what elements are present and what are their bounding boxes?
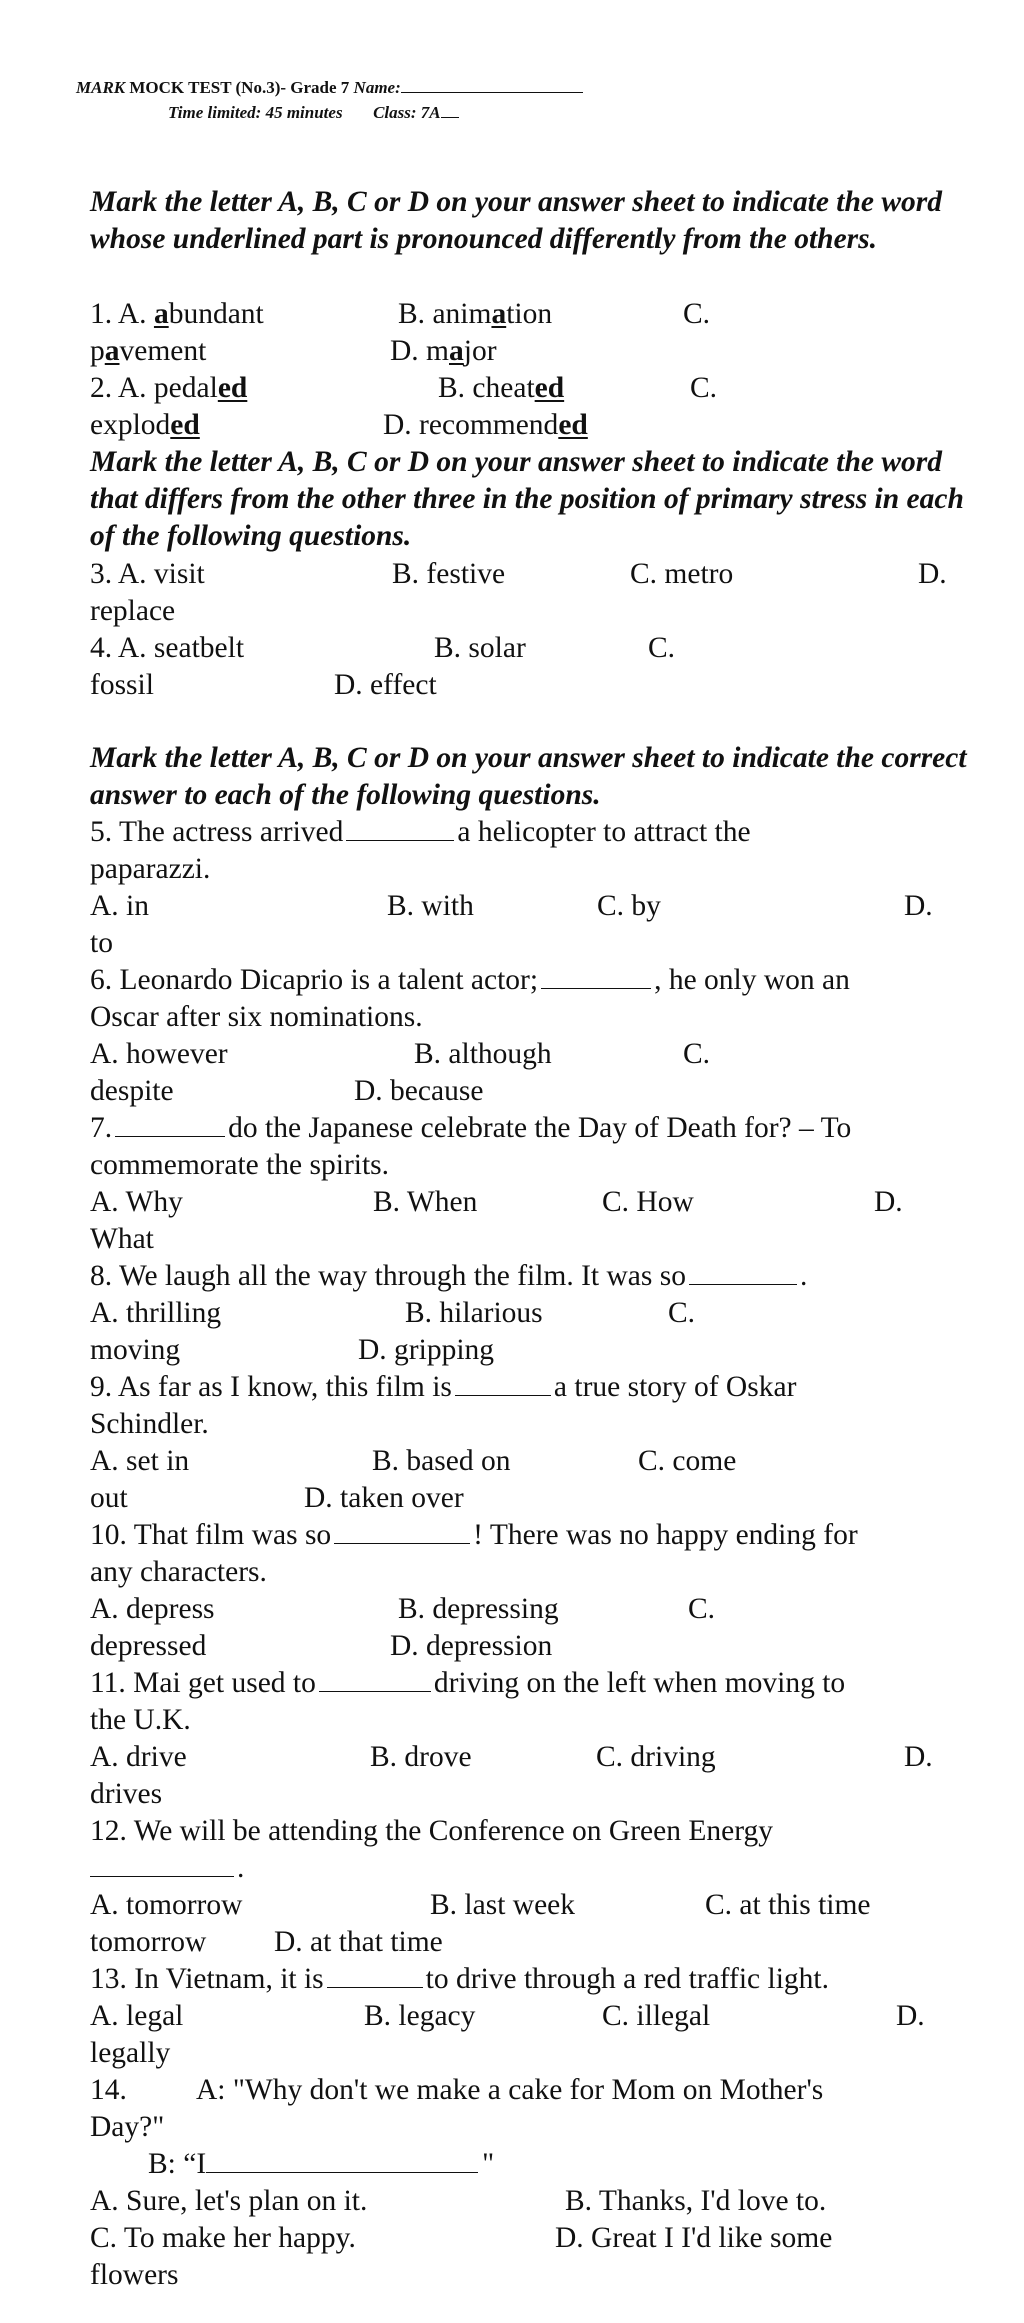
q11-stem-line-2: the U.K. — [90, 1704, 191, 1736]
q4-stem: 4. A. seatbelt — [90, 632, 245, 664]
q6-option-c: C. — [683, 1038, 711, 1070]
q10-stem: 10. That film was so ! There was no happy ending for — [90, 1519, 858, 1551]
q9-stem: 9. As far as I know, this film is a true story of Oskar — [90, 1371, 797, 1403]
q1-option-d: D. major — [390, 335, 497, 367]
q14-number: 14. — [90, 2074, 127, 2106]
header-line-1 — [76, 78, 583, 98]
q5-option-a: A. in — [90, 890, 149, 922]
q7-option-c: C. How — [602, 1186, 694, 1218]
q9-option-b: B. based on — [372, 1445, 511, 1477]
q6-option-d: D. because — [354, 1075, 484, 1107]
q8-option-b: B. hilarious — [405, 1297, 543, 1329]
q6-stem: 6. Leonardo Dicaprio is a talent actor; , he only won an — [90, 964, 850, 996]
q6-stem-line-2: Oscar after six nominations. — [90, 1001, 423, 1033]
section-2-instruction: Mark the letter A, B, C or D on your answer sheet to indicate the word that differs from the other three in the position of primary stress in each of the following questions. — [90, 446, 964, 552]
q10-option-a: A. depress — [90, 1593, 215, 1625]
q9-option-a: A. set in — [90, 1445, 190, 1477]
q3-option-d-text: replace — [90, 595, 176, 627]
q10-stem-line-2: any characters. — [90, 1556, 267, 1588]
q5-option-c: C. by — [597, 890, 661, 922]
q4-option-c-text: fossil — [90, 669, 154, 701]
q1-option-b: B. animation — [398, 298, 553, 330]
q13-option-d: D. — [896, 2000, 925, 2032]
q14-speaker-a-line-2: Day?" — [90, 2111, 165, 2143]
test-title: MOCK TEST (No.3)- Grade 7 — [129, 78, 350, 97]
q7-option-d-text: What — [90, 1223, 154, 1255]
q14-speaker-a: A: "Why don't we make a cake for Mom on Mother's — [196, 2074, 824, 2106]
name-field-line — [401, 92, 583, 93]
class-field-line — [441, 117, 459, 118]
q9-option-c: C. come — [638, 1445, 737, 1477]
q12-blank-line: . — [90, 1850, 244, 1887]
q14-option-a: A. Sure, let's plan on it. — [90, 2185, 368, 2217]
name-label: Name: — [353, 78, 401, 97]
q14-option-b: B. Thanks, I'd love to. — [565, 2185, 827, 2217]
q8-option-d: D. gripping — [358, 1334, 495, 1366]
q14-option-c: C. To make her happy. — [90, 2222, 356, 2254]
q8-option-c-text: moving — [90, 1334, 181, 1366]
q12-option-a: A. tomorrow — [90, 1889, 243, 1921]
q5-option-b: B. with — [387, 890, 474, 922]
q11-option-c: C. driving — [596, 1741, 716, 1773]
q14-option-d: D. Great I I'd like some — [555, 2222, 833, 2254]
q1-option-c: C. — [683, 298, 711, 330]
q10-option-d: D. depression — [390, 1630, 553, 1662]
q8-option-c: C. — [668, 1297, 696, 1329]
q9-stem-line-2: Schindler. — [90, 1408, 209, 1440]
q5-option-d: D. — [904, 890, 933, 922]
q12-option-d: D. at that time — [274, 1926, 443, 1958]
q14-speaker-b: B: “I " — [148, 2148, 495, 2180]
q9-option-c-text: out — [90, 1482, 128, 1514]
q5-option-d-text: to — [90, 927, 113, 959]
q11-option-b: B. drove — [370, 1741, 472, 1773]
q9-option-d: D. taken over — [304, 1482, 464, 1514]
q2-option-c: C. — [690, 372, 718, 404]
q7-option-b: B. When — [373, 1186, 478, 1218]
q6-option-a: A. however — [90, 1038, 228, 1070]
q7-option-a: A. Why — [90, 1186, 183, 1218]
header-line-2 — [168, 103, 459, 123]
q7-option-d: D. — [874, 1186, 903, 1218]
q3-option-c: C. metro — [630, 558, 734, 590]
class-label: Class: 7A — [373, 103, 441, 122]
q4-option-d: D. effect — [334, 669, 437, 701]
q1-line-2: pavement — [90, 335, 207, 367]
q2-option-d: D. recommended — [383, 409, 588, 441]
q8-option-a: A. thrilling — [90, 1297, 222, 1329]
q10-option-b: B. depressing — [398, 1593, 559, 1625]
q12-option-c: C. at this time — [705, 1889, 871, 1921]
q3-stem: 3. A. visit — [90, 558, 205, 590]
q1-line-1: 1. A. abundant — [90, 298, 264, 330]
q11-option-d-text: drives — [90, 1778, 163, 1810]
section-1-instruction: Mark the letter A, B, C or D on your answer sheet to indicate the word whose underlined part is pronounced differently from the others. — [90, 186, 943, 255]
q13-option-b: B. legacy — [364, 2000, 476, 2032]
q6-option-b: B. although — [414, 1038, 552, 1070]
q2-line-2: exploded — [90, 409, 200, 441]
q2-line-1: 2. A. pedaled — [90, 372, 248, 404]
q7-stem: 7. do the Japanese celebrate the Day of Death for? – To — [90, 1112, 852, 1144]
q4-option-c: C. — [648, 632, 676, 664]
mark-label: MARK — [76, 78, 126, 97]
time-limited: Time limited: 45 minutes — [168, 103, 343, 122]
q10-option-c-text: depressed — [90, 1630, 207, 1662]
q6-option-c-text: despite — [90, 1075, 174, 1107]
q10-option-c: C. — [688, 1593, 716, 1625]
q4-option-b: B. solar — [434, 632, 526, 664]
q12-stem: 12. We will be attending the Conference on Green Energy — [90, 1815, 774, 1847]
q12-option-b: B. last week — [430, 1889, 576, 1921]
q14-option-d-text: flowers — [90, 2259, 179, 2291]
q11-stem: 11. Mai get used to driving on the left when moving to — [90, 1667, 846, 1699]
q8-stem: 8. We laugh all the way through the film. It was so . — [90, 1260, 808, 1292]
q5-stem-line-2: paparazzi. — [90, 853, 211, 885]
q13-option-a: A. legal — [90, 2000, 184, 2032]
q3-option-b: B. festive — [392, 558, 506, 590]
q5-stem: 5. The actress arrived a helicopter to attract the — [90, 816, 751, 848]
q13-option-c: C. illegal — [602, 2000, 711, 2032]
q2-option-b: B. cheated — [438, 372, 565, 404]
q13-stem: 13. In Vietnam, it is to drive through a red traffic light. — [90, 1963, 829, 1995]
section-3-instruction: Mark the letter A, B, C or D on your answer sheet to indicate the correct answer to each of the following questions. — [90, 742, 967, 811]
q7-stem-line-2: commemorate the spirits. — [90, 1149, 390, 1181]
q3-option-d: D. — [918, 558, 947, 590]
q13-option-d-text: legally — [90, 2037, 171, 2069]
q11-option-a: A. drive — [90, 1741, 187, 1773]
q11-option-d: D. — [904, 1741, 933, 1773]
q12-option-c-text: tomorrow — [90, 1926, 207, 1958]
